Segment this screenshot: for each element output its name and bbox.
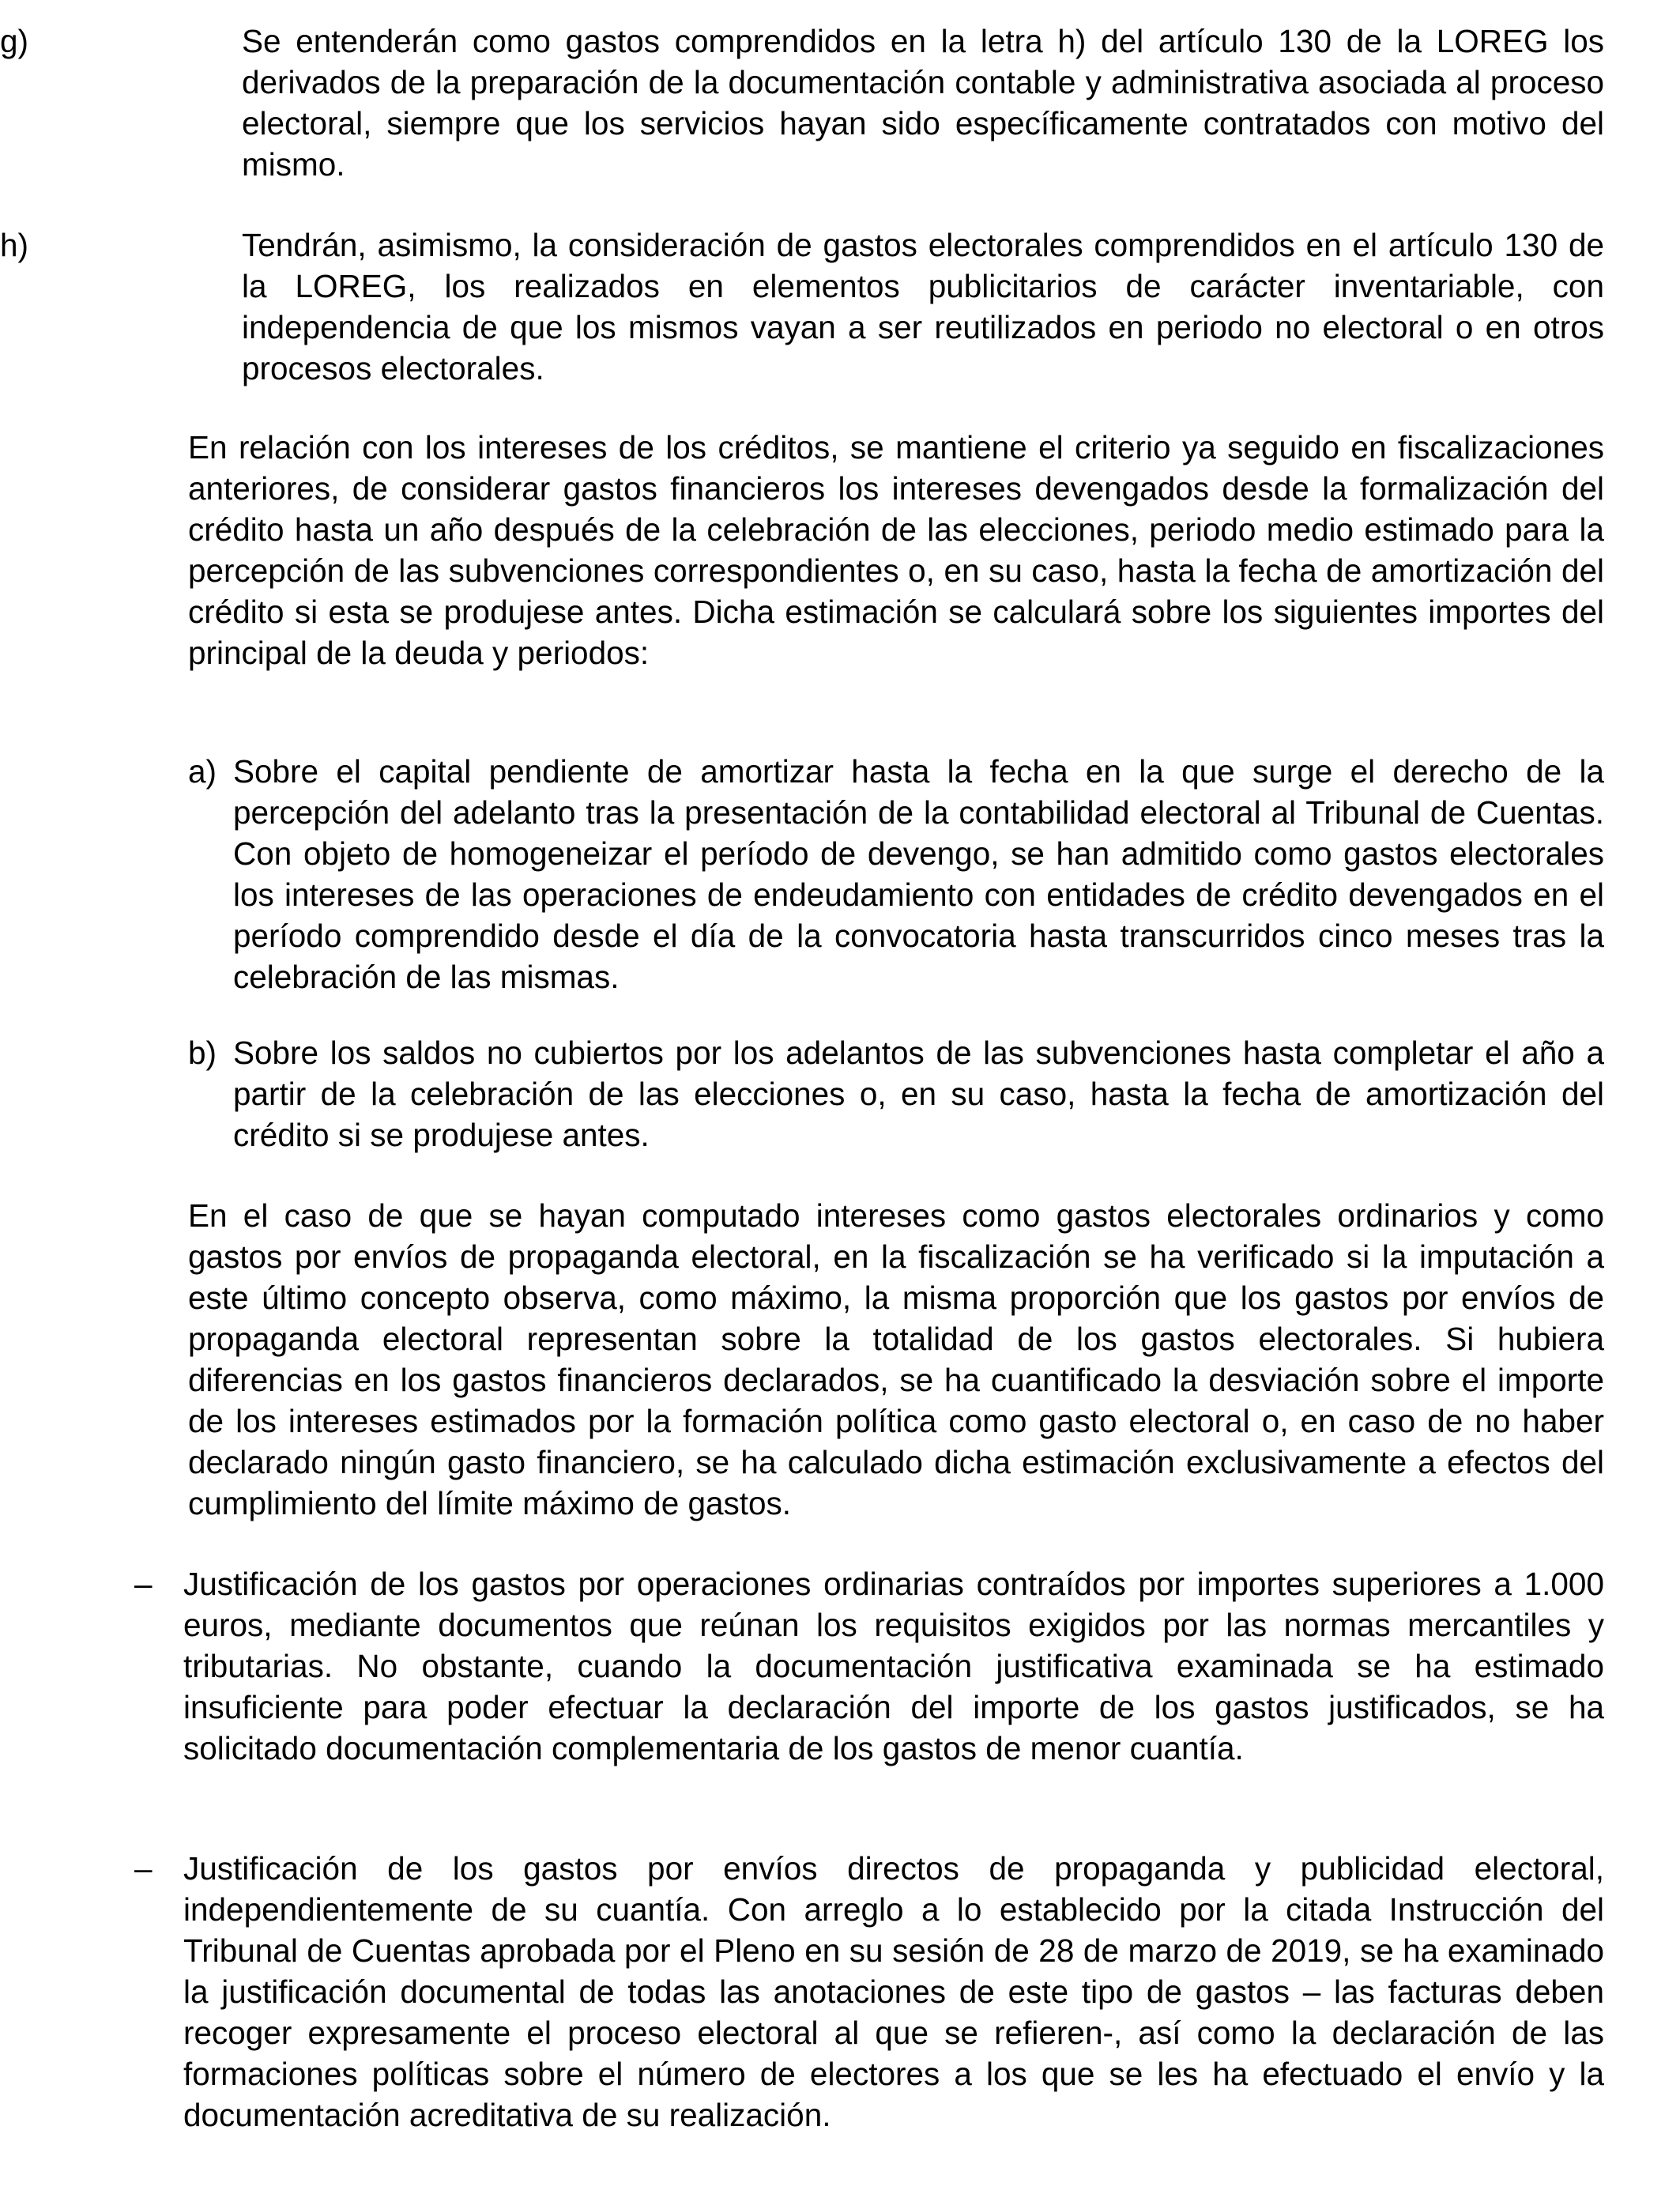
dash-item-text: Justificación de los gastos por operaciones ordinarias contraídos por importes superiores a 1.000 euros, mediante documentos que reúnan los requisitos exigidos por las normas mercantiles y tributarias. No obstante, cuando la documentación justificativa examinada se ha estimado insuficiente para poder efectuar la declaración del importe de los gastos justificados, se ha solicitado documentación complementaria de los gastos de menor cuantía. <box>183 1566 1604 1766</box>
list-item-g <box>0 21 1604 185</box>
list-item-h <box>0 224 1604 389</box>
item-text-b: Sobre los saldos no cubiertos por los adelantos de las subvenciones hasta completar el año a partir de la celebración de las elecciones o, en su caso, hasta la fecha de amortización del crédito si se produjese antes. <box>233 1035 1604 1153</box>
paragraph-computed-interest: En el caso de que se hayan computado intereses como gastos electorales ordinarios y como gastos por envíos de propaganda electoral, en la fiscalización se ha verificado si la imputación a este último concepto observa, como máximo, la misma proporción que los gastos por envíos de propaganda electoral representan sobre la totalidad de los gastos electorales. Si hubiera diferencias en los gastos financieros declarados, se ha cuantificado la desviación sobre el importe de los intereses estimados por la formación política como gasto electoral o, en caso de no haber declarado ningún gasto financiero, se ha calculado dicha estimación exclusivamente a efectos del cumplimiento del límite máximo de gastos. <box>188 1197 1604 1521</box>
list-item-b <box>188 1032 1604 1155</box>
dash-list-item <box>134 1563 1604 1769</box>
paragraph-credit-interest: En relación con los intereses de los créditos, se mantiene el criterio ya seguido en fiscalizaciones anteriores, de considerar gastos financieros los intereses devengados desde la formalización del crédito hasta un año después de la celebración de las elecciones, periodo medio estimado para la percepción de las subvenciones correspondientes o, en su caso, hasta la fecha de amortización del crédito si esta se produjese antes. Dicha estimación se calculará sobre los siguientes importes del principal de la deuda y periodos: <box>188 429 1604 671</box>
dash-item-text: Justificación de los gastos por envíos directos de propaganda y publicidad electoral, independientemente de su cuantía. Con arreglo a lo establecido por la citada Instrucción del Tribunal de Cuentas aprobada por el Pleno en su sesión de 28 de marzo de 2019, se ha examinado la justificación documental de todas las anotaciones de este tipo de gastos – las facturas deben recoger expresamente el proceso electoral al que se refieren-, así como la declaración de las formaciones políticas sobre el número de electores a los que se les ha efectuado el envío y la documentación acreditativa de su realización. <box>183 1850 1604 2133</box>
item-label-h: h) <box>0 227 29 263</box>
item-text-h: Tendrán, asimismo, la consideración de gastos electorales comprendidos en el artículo 130 de la LOREG, los realizados en elementos publicitarios de carácter inventariable, con independencia de que los mismos vayan a ser reutilizados en periodo no electoral o en otros procesos electorales. <box>242 227 1604 386</box>
list-item-a <box>188 751 1604 997</box>
item-label-g: g) <box>0 23 29 59</box>
item-text-g: Se entenderán como gastos comprendidos en la letra h) del artículo 130 de la LOREG los derivados de la preparación de la documentación contable y administrativa asociada al proceso electoral, siempre que los servicios hayan sido específicamente contratados con motivo del mismo. <box>242 23 1604 183</box>
item-text-a: Sobre el capital pendiente de amortizar hasta la fecha en la que surge el derecho de la percepción del adelanto tras la presentación de la contabilidad electoral al Tribunal de Cuentas. Con objeto de homogeneizar el período de devengo, se han admitido como gastos electorales los intereses de las operaciones de endeudamiento con entidades de crédito devengados en el período comprendido desde el día de la convocatoria hasta transcurridos cinco meses tras la celebración de las mismas. <box>233 753 1604 995</box>
dash-bullet: – <box>134 1850 153 1887</box>
item-label-a: a) <box>188 753 217 790</box>
item-label-b: b) <box>188 1035 217 1071</box>
dash-bullet: – <box>134 1566 153 1602</box>
dash-list-item <box>134 1848 1604 2136</box>
